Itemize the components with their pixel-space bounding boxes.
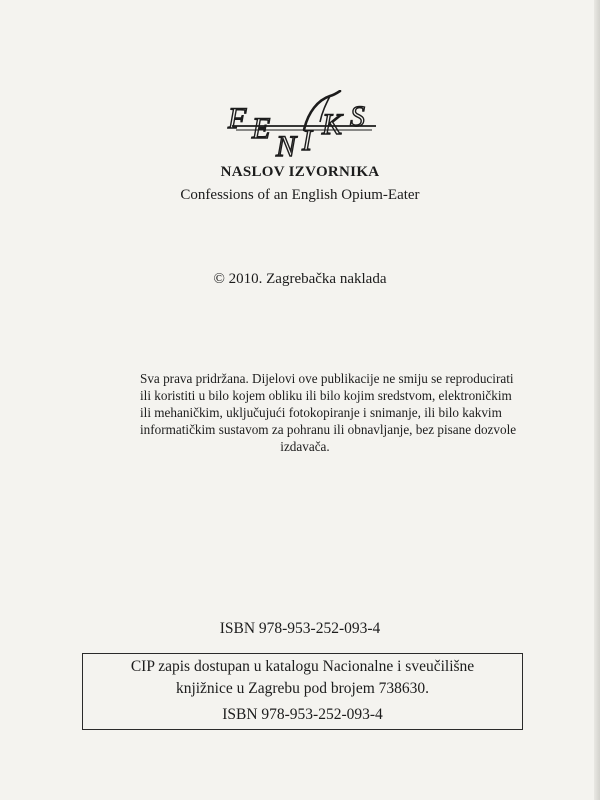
svg-text:F: F: [228, 102, 247, 135]
rights-line: Sva prava pridržana. Dijelovi ove publikacije ne smiju se reproducirati: [140, 371, 514, 386]
original-title: Confessions of an English Opium-Eater: [180, 187, 420, 203]
cip-record-box: [82, 653, 523, 730]
rights-line: informatičkim sustavom za pohranu ili obnavljanje, bez pisane dozvole: [140, 422, 517, 437]
svg-text:E: E: [252, 112, 271, 145]
rights-line: izdavača.: [280, 439, 330, 454]
feniks-logo: [226, 90, 382, 166]
page-edge-shadow: [594, 0, 600, 800]
rights-line: ili mehaničkim, uključujući fotokopiranje i snimanje, ili bilo kakvim: [140, 405, 502, 420]
original-title-heading: NASLOV IZVORNIKA: [220, 164, 380, 180]
cip-isbn: ISBN 978-953-252-093-4: [222, 706, 383, 723]
svg-text:K: K: [322, 108, 343, 141]
cip-line: CIP zapis dostupan u katalogu Nacionalne i sveučilišne: [130, 658, 475, 675]
copyright-notice: © 2010. Zagrebačka naklada: [213, 271, 387, 287]
svg-text:S: S: [350, 100, 365, 133]
feniks-logo-graphic: [226, 90, 382, 166]
rights-line: ili koristiti u bilo kojem obliku ili bilo kojim sredstvom, elektroničkim: [140, 388, 512, 403]
show-through-text: [40, 118, 43, 133]
isbn: ISBN 978-953-252-093-4: [219, 620, 381, 637]
svg-text:N: N: [276, 130, 297, 163]
cip-line: knjižnice u Zagrebu pod brojem 738630.: [175, 680, 430, 697]
svg-text:I: I: [302, 124, 312, 157]
rights-notice: [140, 370, 517, 455]
